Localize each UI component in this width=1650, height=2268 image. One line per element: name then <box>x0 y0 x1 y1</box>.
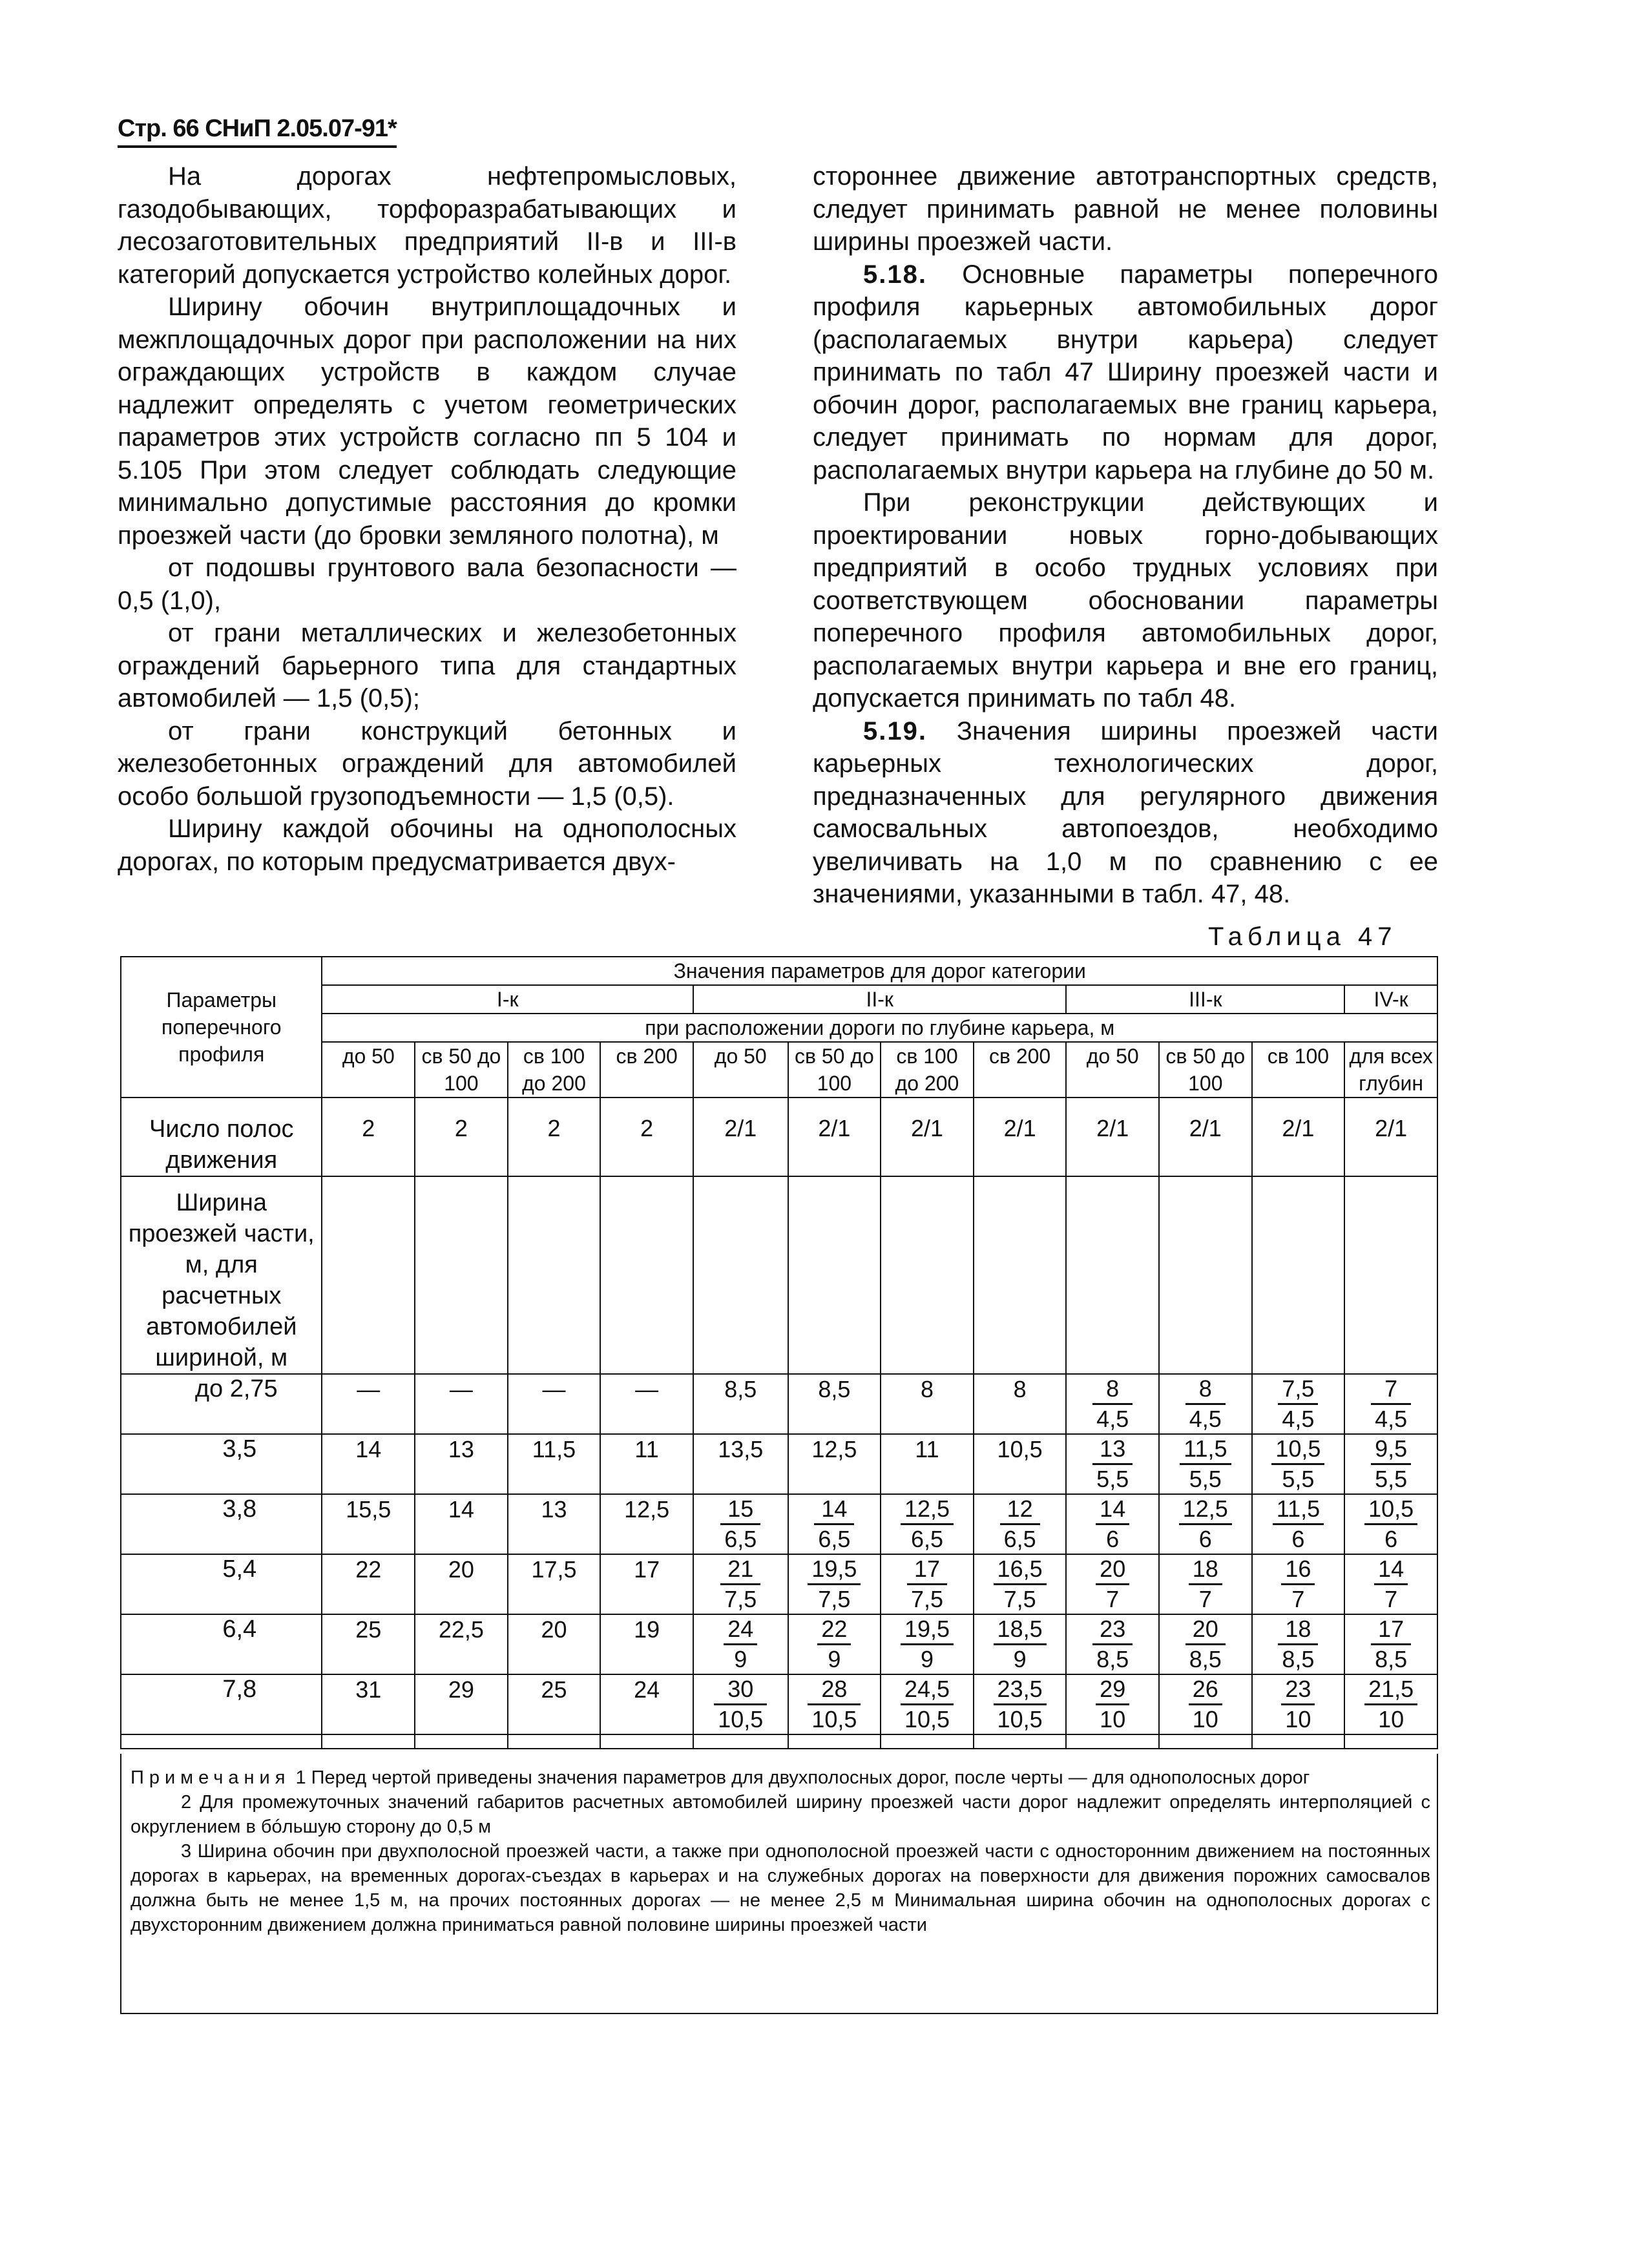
table-cell <box>693 1674 788 1734</box>
table-cell <box>1066 1554 1159 1614</box>
fraction-denominator: 7,5 <box>724 1586 757 1612</box>
fraction <box>994 1675 1047 1734</box>
fraction <box>1371 1615 1411 1674</box>
table-cell <box>1252 1374 1345 1434</box>
fraction <box>1185 1615 1226 1674</box>
fraction-numerator: 12,5 <box>901 1495 954 1525</box>
table-cell <box>693 1494 788 1554</box>
fraction <box>1189 1675 1222 1734</box>
table-cell <box>1159 1176 1252 1374</box>
table-cell: — <box>600 1374 693 1434</box>
table-cell: 2/1 <box>693 1098 788 1176</box>
table-cell <box>1344 1176 1437 1374</box>
table-cell: 24 <box>600 1674 693 1734</box>
fraction <box>724 1615 757 1674</box>
paragraph: от подошвы грунтового вала безопасности — 0,5 (1,0), <box>118 554 736 615</box>
fraction-numerator: 30 <box>714 1675 767 1705</box>
fraction <box>1096 1675 1129 1734</box>
fraction-numerator: 15 <box>720 1495 760 1525</box>
table-cell: 11 <box>881 1434 974 1494</box>
fraction <box>1273 1495 1324 1554</box>
fraction <box>1364 1495 1417 1554</box>
table-cell <box>1159 1674 1252 1734</box>
fraction-denominator: 6,5 <box>1003 1526 1036 1552</box>
table-cell <box>1159 1734 1252 1749</box>
paragraph: При реконструкции действующих и проектировании новых горно-добывающих предприятий в особо трудных условиях при соответствующем обосновании параметры поперечного профиля автомобильных дорог, располагаемых внутри карьера и вне его границ, допускается принимать по табл 48. <box>813 488 1438 713</box>
fraction-numerator: 9,5 <box>1371 1435 1411 1465</box>
fraction-numerator: 14 <box>1096 1495 1129 1525</box>
table-cell <box>974 1494 1067 1554</box>
table-cell <box>1252 1674 1345 1734</box>
depth-col-header: св 50 до 100 <box>788 1042 881 1098</box>
notes-title: Примечания <box>131 1767 291 1788</box>
depth-col-header: для всех глубин <box>1344 1042 1437 1098</box>
table-cell <box>693 1176 788 1374</box>
category-header: IV-к <box>1344 985 1437 1014</box>
table-cell <box>1066 1674 1159 1734</box>
table-cell <box>1159 1554 1252 1614</box>
table-cell <box>974 1554 1067 1614</box>
fraction <box>1000 1495 1040 1554</box>
fraction-denominator: 7 <box>1198 1586 1212 1612</box>
fraction-denominator: 6,5 <box>818 1526 851 1552</box>
table-cell <box>974 1734 1067 1749</box>
table-cell: 20 <box>415 1554 508 1614</box>
fraction <box>1281 1555 1315 1614</box>
fraction-denominator: 10 <box>1192 1706 1218 1732</box>
table-cell: 12,5 <box>788 1434 881 1494</box>
fraction-numerator: 7,5 <box>1278 1375 1318 1405</box>
fraction <box>720 1495 760 1554</box>
depth-col-header: св 50 до 100 <box>415 1042 508 1098</box>
table-cell <box>974 1674 1067 1734</box>
fraction <box>1179 1495 1232 1554</box>
table-cell <box>415 1734 508 1749</box>
table-cell: 17,5 <box>508 1554 601 1614</box>
fraction <box>1271 1435 1324 1493</box>
table-cell <box>508 1734 601 1749</box>
fraction-denominator: 8,5 <box>1189 1646 1222 1672</box>
fraction-numerator: 8 <box>1092 1375 1133 1405</box>
table-cell <box>508 1176 601 1374</box>
fraction <box>1180 1435 1231 1493</box>
fraction <box>714 1675 767 1734</box>
fraction-numerator: 17 <box>1371 1615 1411 1645</box>
depth-col-header: св 100 до 200 <box>881 1042 974 1098</box>
table-cell: 2/1 <box>881 1098 974 1176</box>
table-cell <box>121 1734 322 1749</box>
table-cell <box>1252 1176 1345 1374</box>
table-cell <box>1344 1434 1437 1494</box>
param-header: Параметры поперечного профиля <box>121 957 322 1098</box>
fraction-numerator: 16,5 <box>994 1555 1047 1585</box>
table-cell: 2/1 <box>974 1098 1067 1176</box>
table-cell: — <box>508 1374 601 1434</box>
fraction <box>1281 1675 1315 1734</box>
paragraph: стороннее движение автотранспортных средств, следует принимать равной не менее половины ширины проезжей части. <box>813 162 1438 256</box>
table-row <box>121 1614 1437 1674</box>
table-cell <box>1252 1614 1345 1674</box>
depth-col-header: св 100 до 200 <box>508 1042 601 1098</box>
table-cell: 22,5 <box>415 1614 508 1674</box>
fraction-numerator: 21,5 <box>1364 1675 1417 1705</box>
clause-number: 5.18. <box>863 260 927 289</box>
fraction-numerator: 7 <box>1371 1375 1411 1405</box>
fraction-numerator: 18 <box>1189 1555 1222 1585</box>
table-cell <box>974 1176 1067 1374</box>
table-cell: 8,5 <box>693 1374 788 1434</box>
row-label: 3,8 <box>121 1494 322 1554</box>
table-cell <box>1066 1176 1159 1374</box>
fraction-denominator: 4,5 <box>1375 1406 1408 1432</box>
table-cell: — <box>415 1374 508 1434</box>
table-cell <box>788 1674 881 1734</box>
fraction-numerator: 12,5 <box>1179 1495 1232 1525</box>
table-cell <box>693 1554 788 1614</box>
table-cell: 17 <box>600 1554 693 1614</box>
depth-col-header: до 50 <box>1066 1042 1159 1098</box>
paragraph: Ширину обочин внутриплощадочных и межплощадочных дорог при расположении на них ограждающих устройств в каждом случае надлежит определять с учетом геометрических параметров этих устройств согласно пп 5 104 и 5.105 При этом следует соблюдать следующие минимально допустимые расстояния до кромки проезжей части (до бровки земляного полотна), м <box>118 293 736 550</box>
fraction-numerator: 26 <box>1189 1675 1222 1705</box>
row-label: Число полос движения <box>121 1098 322 1176</box>
fraction <box>1371 1375 1411 1433</box>
paragraph: На дорогах нефтепромысловых, газодобывающих, торфоразрабатывающих и лесозаготовительных предприятий II-в и III-в категорий допускается устройство колейных дорог. <box>118 162 736 289</box>
table-cell <box>322 1176 415 1374</box>
fraction-denominator: 6 <box>1106 1526 1120 1552</box>
table-row <box>121 1176 1437 1374</box>
fraction-denominator: 7,5 <box>910 1586 943 1612</box>
fraction <box>808 1675 861 1734</box>
table-cell <box>1252 1434 1345 1494</box>
table-cell <box>322 1734 415 1749</box>
fraction-denominator: 7 <box>1106 1586 1120 1612</box>
depth-col-header: св 200 <box>974 1042 1067 1098</box>
fraction-numerator: 12 <box>1000 1495 1040 1525</box>
fraction-denominator: 8,5 <box>1282 1646 1315 1672</box>
table-cell <box>693 1614 788 1674</box>
fraction <box>1278 1375 1318 1433</box>
fraction-numerator: 18 <box>1278 1615 1318 1645</box>
fraction-denominator: 7,5 <box>818 1586 851 1612</box>
table-cell: 12,5 <box>600 1494 693 1554</box>
paragraph: Ширину каждой обочины на однополосных дорогах, по которым предусматривается двух- <box>118 815 736 876</box>
table-cell: 11 <box>600 1434 693 1494</box>
table-cell <box>1066 1374 1159 1434</box>
fraction-denominator: 10,5 <box>811 1706 857 1732</box>
table-cell <box>1344 1554 1437 1614</box>
fraction <box>1189 1555 1222 1614</box>
fraction-numerator: 14 <box>1374 1555 1408 1585</box>
table-cell <box>600 1734 693 1749</box>
paragraph <box>813 258 1438 487</box>
table-cell <box>1159 1434 1252 1494</box>
fraction-denominator: 6 <box>1384 1526 1398 1552</box>
fraction-numerator: 19,5 <box>808 1555 861 1585</box>
table-cell <box>600 1176 693 1374</box>
fraction-denominator: 9 <box>920 1646 934 1672</box>
table-cell: 20 <box>508 1614 601 1674</box>
depth-col-header: св 200 <box>600 1042 693 1098</box>
paragraph: от грани металлических и железобетонных ограждений барьерного типа для стандартных автомобилей — 1,5 (0,5); <box>118 619 736 713</box>
table-cell <box>693 1734 788 1749</box>
depth-col-header: до 50 <box>693 1042 788 1098</box>
fraction-denominator: 5,5 <box>1375 1466 1408 1492</box>
table-cell: 13 <box>415 1434 508 1494</box>
table-cell: 29 <box>415 1674 508 1734</box>
fraction-numerator: 29 <box>1096 1675 1129 1705</box>
table-cell <box>881 1494 974 1554</box>
fraction <box>901 1675 954 1734</box>
category-header: II-к <box>693 985 1066 1014</box>
row-label: 3,5 <box>121 1434 322 1494</box>
fraction-numerator: 13 <box>1092 1435 1133 1465</box>
fraction <box>1371 1435 1411 1493</box>
row-label: 5,4 <box>121 1554 322 1614</box>
fraction <box>901 1495 954 1554</box>
table-row-spacer <box>121 1734 1437 1749</box>
table-cell <box>881 1614 974 1674</box>
fraction <box>1092 1615 1133 1674</box>
fraction-numerator: 10,5 <box>1271 1435 1324 1465</box>
table-cell: 13,5 <box>693 1434 788 1494</box>
fraction-numerator: 8 <box>1185 1375 1226 1405</box>
fraction-denominator: 6 <box>1198 1526 1212 1552</box>
table-cell <box>881 1554 974 1614</box>
category-header: III-к <box>1066 985 1344 1014</box>
table-caption: Таблица 47 <box>1208 922 1397 951</box>
fraction-numerator: 21 <box>720 1555 760 1585</box>
fraction-numerator: 20 <box>1096 1555 1129 1585</box>
table-cell <box>788 1176 881 1374</box>
table-cell <box>788 1734 881 1749</box>
table-cell: 15,5 <box>322 1494 415 1554</box>
category-header: I-к <box>322 985 693 1014</box>
table-cell: 31 <box>322 1674 415 1734</box>
table-cell: 8,5 <box>788 1374 881 1434</box>
note-1 <box>131 1765 1430 1790</box>
fraction-denominator: 6,5 <box>910 1526 943 1552</box>
table-row <box>121 1098 1437 1176</box>
fraction <box>720 1555 760 1614</box>
fraction <box>1096 1555 1129 1614</box>
row-label: 6,4 <box>121 1614 322 1674</box>
fraction-numerator: 17 <box>907 1555 947 1585</box>
fraction <box>817 1615 851 1674</box>
fraction <box>994 1615 1047 1674</box>
fraction-denominator: 4,5 <box>1096 1406 1129 1432</box>
fraction-numerator: 22 <box>817 1615 851 1645</box>
fraction-denominator: 10 <box>1100 1706 1126 1732</box>
table-cell <box>1344 1374 1437 1434</box>
fraction-denominator: 8,5 <box>1375 1646 1408 1672</box>
table-cell <box>881 1674 974 1734</box>
fraction-denominator: 10 <box>1285 1706 1311 1732</box>
fraction-numerator: 14 <box>814 1495 854 1525</box>
table-cell: 8 <box>974 1374 1067 1434</box>
left-column <box>118 160 736 878</box>
table-cell: 2 <box>415 1098 508 1176</box>
fraction-denominator: 10,5 <box>997 1706 1043 1732</box>
row-label: до 2,75 <box>121 1374 322 1434</box>
table-cell <box>974 1614 1067 1674</box>
table-row <box>121 1674 1437 1734</box>
fraction-denominator: 4,5 <box>1282 1406 1315 1432</box>
table-cell <box>1159 1494 1252 1554</box>
fraction-numerator: 10,5 <box>1364 1495 1417 1525</box>
fraction-numerator: 23,5 <box>994 1675 1047 1705</box>
fraction-numerator: 20 <box>1185 1615 1226 1645</box>
fraction-denominator: 9 <box>734 1646 747 1672</box>
note-text: 1 Перед чертой приведены значения параметров для двухполосных дорог, после черты — для однополосных дорог <box>295 1767 1310 1788</box>
table-cell: 11,5 <box>508 1434 601 1494</box>
fraction-denominator: 7 <box>1384 1586 1398 1612</box>
paragraph: от грани конструкций бетонных и железобетонных ограждений для автомобилей особо большой грузоподъемности — 1,5 (0,5). <box>118 716 736 811</box>
table-cell <box>1159 1374 1252 1434</box>
table-cell: 14 <box>322 1434 415 1494</box>
table-cell <box>788 1554 881 1614</box>
right-column <box>813 160 1438 911</box>
fraction-denominator: 5,5 <box>1096 1466 1129 1492</box>
fraction-denominator: 7,5 <box>1003 1586 1036 1612</box>
table-cell <box>1252 1734 1345 1749</box>
clause-text: Основные параметры поперечного профиля карьерных автомобильных дорог (располагаемых внутри карьера) следует принимать по табл 47 Ширину проезжей части и обочин дорог, располагаемых вне границ карьера, следует принимать по нормам для дорог, располагаемых внутри карьера на глубине до 50 м. <box>813 260 1438 484</box>
fraction <box>994 1555 1047 1614</box>
table-cell: 2/1 <box>1066 1098 1159 1176</box>
table-cell <box>1344 1674 1437 1734</box>
fraction-numerator: 11,5 <box>1180 1435 1231 1465</box>
table-cell <box>1066 1734 1159 1749</box>
fraction <box>1096 1495 1129 1554</box>
fraction-denominator: 5,5 <box>1282 1466 1315 1492</box>
table-cell <box>1066 1434 1159 1494</box>
paragraph <box>813 715 1438 911</box>
values-header: Значения параметров для дорог категории <box>322 957 1437 985</box>
table-cell: 14 <box>415 1494 508 1554</box>
table-cell <box>1066 1494 1159 1554</box>
note-3: 3 Ширина обочин при двухполосной проезжей части, а также при однополосной проезжей части с односторонним движением на постоянных дорогах в карьерах, на временных дорогах-съездах в карьерах и на служебных дорогах на поверхности для движения порожних самосвалов должна быть не менее 1,5 м, на прочих постоянных дорогах — не менее 2,5 м Минимальная ширина обочин на однополосных дорогах с двухсторонним движением должна приниматься равной половине ширины проезжей части <box>131 1841 1430 1935</box>
table-cell: 25 <box>322 1614 415 1674</box>
table-notes <box>120 1754 1438 2014</box>
table-cell: 2/1 <box>1252 1098 1345 1176</box>
clause-number: 5.19. <box>863 716 927 745</box>
table-cell <box>1252 1494 1345 1554</box>
fraction-numerator: 24,5 <box>901 1675 954 1705</box>
table-cell: 2/1 <box>1344 1098 1437 1176</box>
fraction <box>808 1555 861 1614</box>
fraction <box>901 1615 954 1674</box>
table-cell: 19 <box>600 1614 693 1674</box>
table-cell <box>881 1176 974 1374</box>
fraction-denominator: 10,5 <box>904 1706 950 1732</box>
table-row <box>121 1554 1437 1614</box>
fraction-denominator: 9 <box>828 1646 841 1672</box>
table-cell: 8 <box>881 1374 974 1434</box>
table-cell <box>788 1614 881 1674</box>
fraction <box>1364 1675 1417 1734</box>
table-row <box>121 1494 1437 1554</box>
fraction <box>1092 1375 1133 1433</box>
table-cell: 2/1 <box>1159 1098 1252 1176</box>
table-cell <box>881 1734 974 1749</box>
table-cell <box>1252 1554 1345 1614</box>
fraction-numerator: 19,5 <box>901 1615 954 1645</box>
fraction-numerator: 18,5 <box>994 1615 1047 1645</box>
fraction-numerator: 28 <box>808 1675 861 1705</box>
row-label: Ширина проезжей части, м, для расчетных автомобилей шириной, м <box>121 1176 322 1374</box>
table-row <box>121 1374 1437 1434</box>
fraction-denominator: 6 <box>1291 1526 1305 1552</box>
fraction-denominator: 4,5 <box>1189 1406 1222 1432</box>
table-cell <box>1344 1614 1437 1674</box>
fraction-denominator: 5,5 <box>1189 1466 1222 1492</box>
fraction-numerator: 23 <box>1092 1615 1133 1645</box>
table-cell: — <box>322 1374 415 1434</box>
fraction-numerator: 24 <box>724 1615 757 1645</box>
depth-col-header: до 50 <box>322 1042 415 1098</box>
table-cell: 10,5 <box>974 1434 1067 1494</box>
table-cell <box>1159 1614 1252 1674</box>
fraction-denominator: 10 <box>1378 1706 1405 1732</box>
table-cell <box>788 1494 881 1554</box>
page-header: Стр. 66 СНиП 2.05.07-91* <box>118 115 397 148</box>
fraction-denominator: 9 <box>1013 1646 1027 1672</box>
table-47 <box>120 956 1438 1749</box>
row-label: 7,8 <box>121 1674 322 1734</box>
depth-header: при расположении дороги по глубине карьера, м <box>322 1014 1437 1042</box>
fraction-numerator: 23 <box>1281 1675 1315 1705</box>
depth-col-header: св 50 до 100 <box>1159 1042 1252 1098</box>
depth-col-header: св 100 <box>1252 1042 1345 1098</box>
table-cell <box>1344 1734 1437 1749</box>
table-cell <box>415 1176 508 1374</box>
fraction-denominator: 8,5 <box>1096 1646 1129 1672</box>
table-cell <box>1344 1494 1437 1554</box>
fraction <box>1278 1615 1318 1674</box>
fraction-denominator: 10,5 <box>718 1706 764 1732</box>
fraction-numerator: 11,5 <box>1273 1495 1324 1525</box>
fraction <box>1185 1375 1226 1433</box>
fraction <box>907 1555 947 1614</box>
table-cell: 13 <box>508 1494 601 1554</box>
table-cell: 25 <box>508 1674 601 1734</box>
table-cell: 2 <box>322 1098 415 1176</box>
fraction <box>1374 1555 1408 1614</box>
note-2: 2 Для промежуточных значений габаритов расчетных автомобилей ширину проезжей части дорог надлежит определять интерполяцией с округлением в бóльшую сторону до 0,5 м <box>131 1792 1430 1837</box>
fraction <box>1092 1435 1133 1493</box>
table-cell: 2 <box>600 1098 693 1176</box>
table-cell: 2/1 <box>788 1098 881 1176</box>
table-cell <box>1066 1614 1159 1674</box>
clause-text: Значения ширины проезжей части карьерных технологических дорог, предназначенных для регулярного движения самосвальных автопоездов, необходимо увеличивать на 1,0 м по сравнению с ее значениями, указанными в табл. 47, 48. <box>813 716 1438 908</box>
fraction-denominator: 6,5 <box>724 1526 757 1552</box>
fraction-denominator: 7 <box>1291 1586 1305 1612</box>
table-cell: 2 <box>508 1098 601 1176</box>
table-cell: 22 <box>322 1554 415 1614</box>
table-row <box>121 1434 1437 1494</box>
fraction-numerator: 16 <box>1281 1555 1315 1585</box>
fraction <box>814 1495 854 1554</box>
